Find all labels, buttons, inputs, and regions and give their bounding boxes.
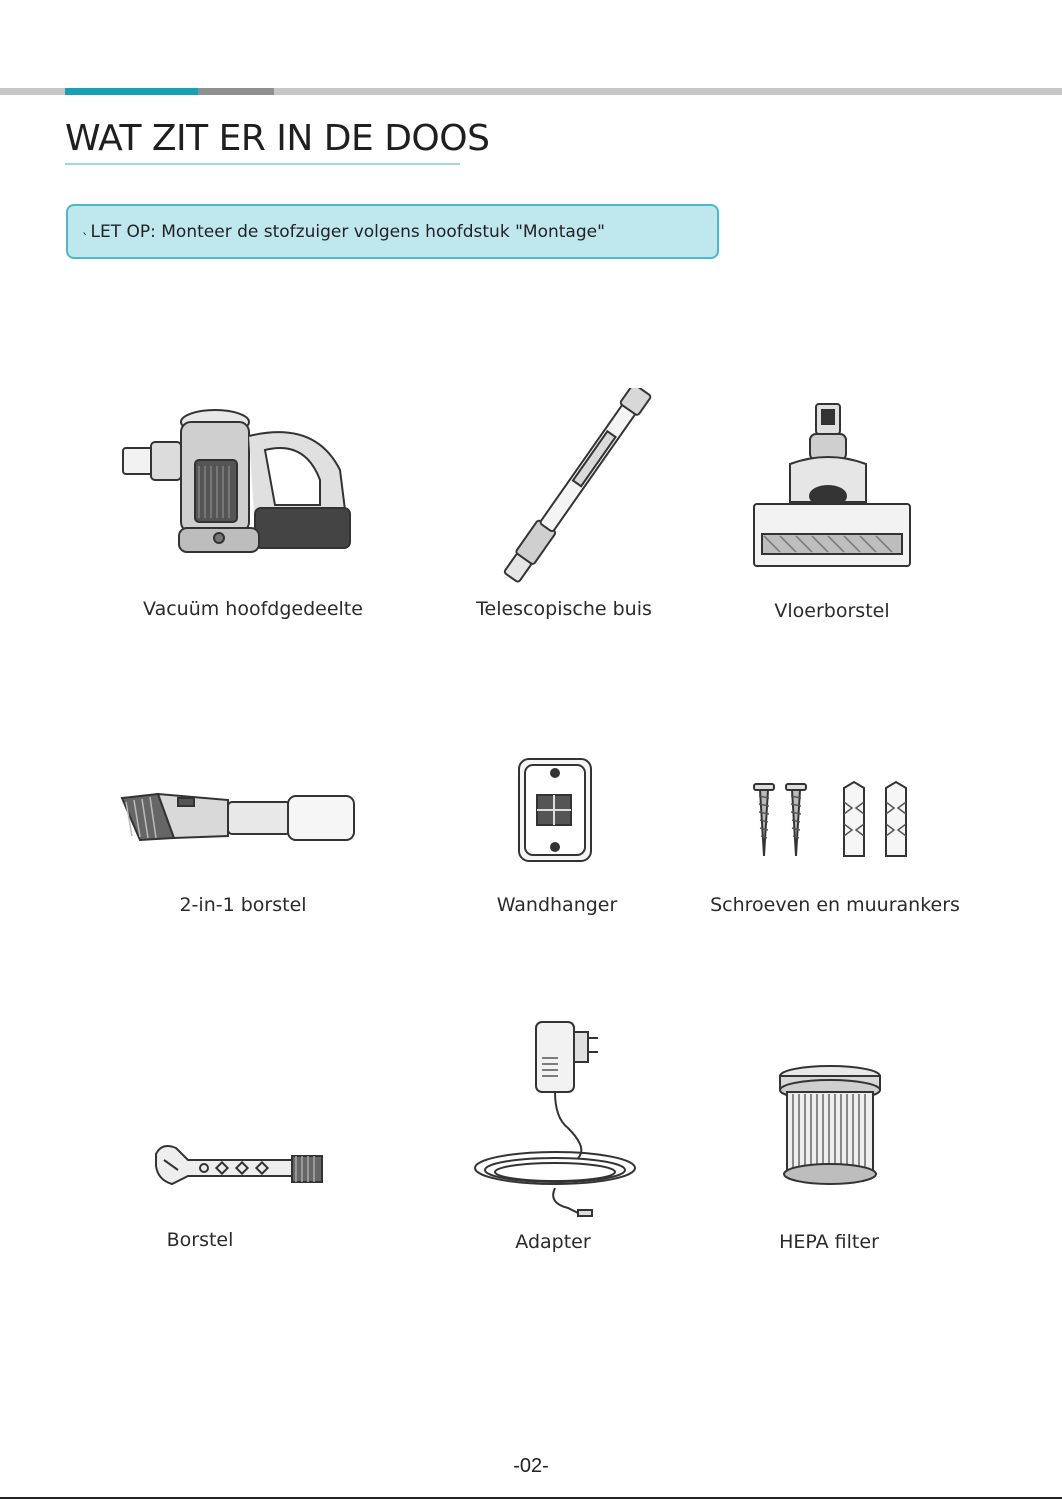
item-label-hepa: HEPA filter [779, 1231, 879, 1253]
telescopic-tube-icon [470, 388, 680, 588]
item-label-borstel: Borstel [166, 1229, 234, 1251]
adapter-icon [468, 1018, 643, 1223]
notice-text: LET OP: Monteer de stofzuiger volgens hoofdstuk "Montage" [90, 221, 605, 242]
header-rule-accent-secondary [198, 88, 274, 95]
vacuum-main-body-icon [115, 400, 360, 570]
cleaning-brush-icon [152, 1140, 327, 1190]
hepa-filter-icon [775, 1062, 885, 1192]
notice-bullet: ˎ [82, 221, 89, 236]
floor-brush-icon [750, 400, 915, 570]
two-in-one-brush-icon [118, 780, 358, 855]
page-title: WAT ZIT ER IN DE DOOS [65, 118, 490, 159]
item-label-wall-hanger: Wandhanger [496, 894, 618, 916]
wall-hanger-icon [515, 755, 595, 865]
screws-anchors-icon [748, 780, 918, 860]
item-label-adapter: Adapter [515, 1231, 591, 1253]
notice-box [66, 204, 719, 259]
bottom-rule [0, 1497, 1062, 1499]
title-underline [65, 163, 460, 165]
header-rule-accent [65, 88, 198, 95]
item-label-2in1: 2-in-1 borstel [179, 894, 307, 916]
header-rule [0, 88, 1062, 95]
item-label-vacuum: Vacuüm hoofdgedeelte [143, 598, 363, 620]
page-number: -02- [513, 1455, 549, 1477]
item-label-floor-brush: Vloerborstel [774, 600, 890, 622]
item-label-tube: Telescopische buis [476, 598, 652, 620]
item-label-screws: Schroeven en muurankers [710, 894, 960, 916]
